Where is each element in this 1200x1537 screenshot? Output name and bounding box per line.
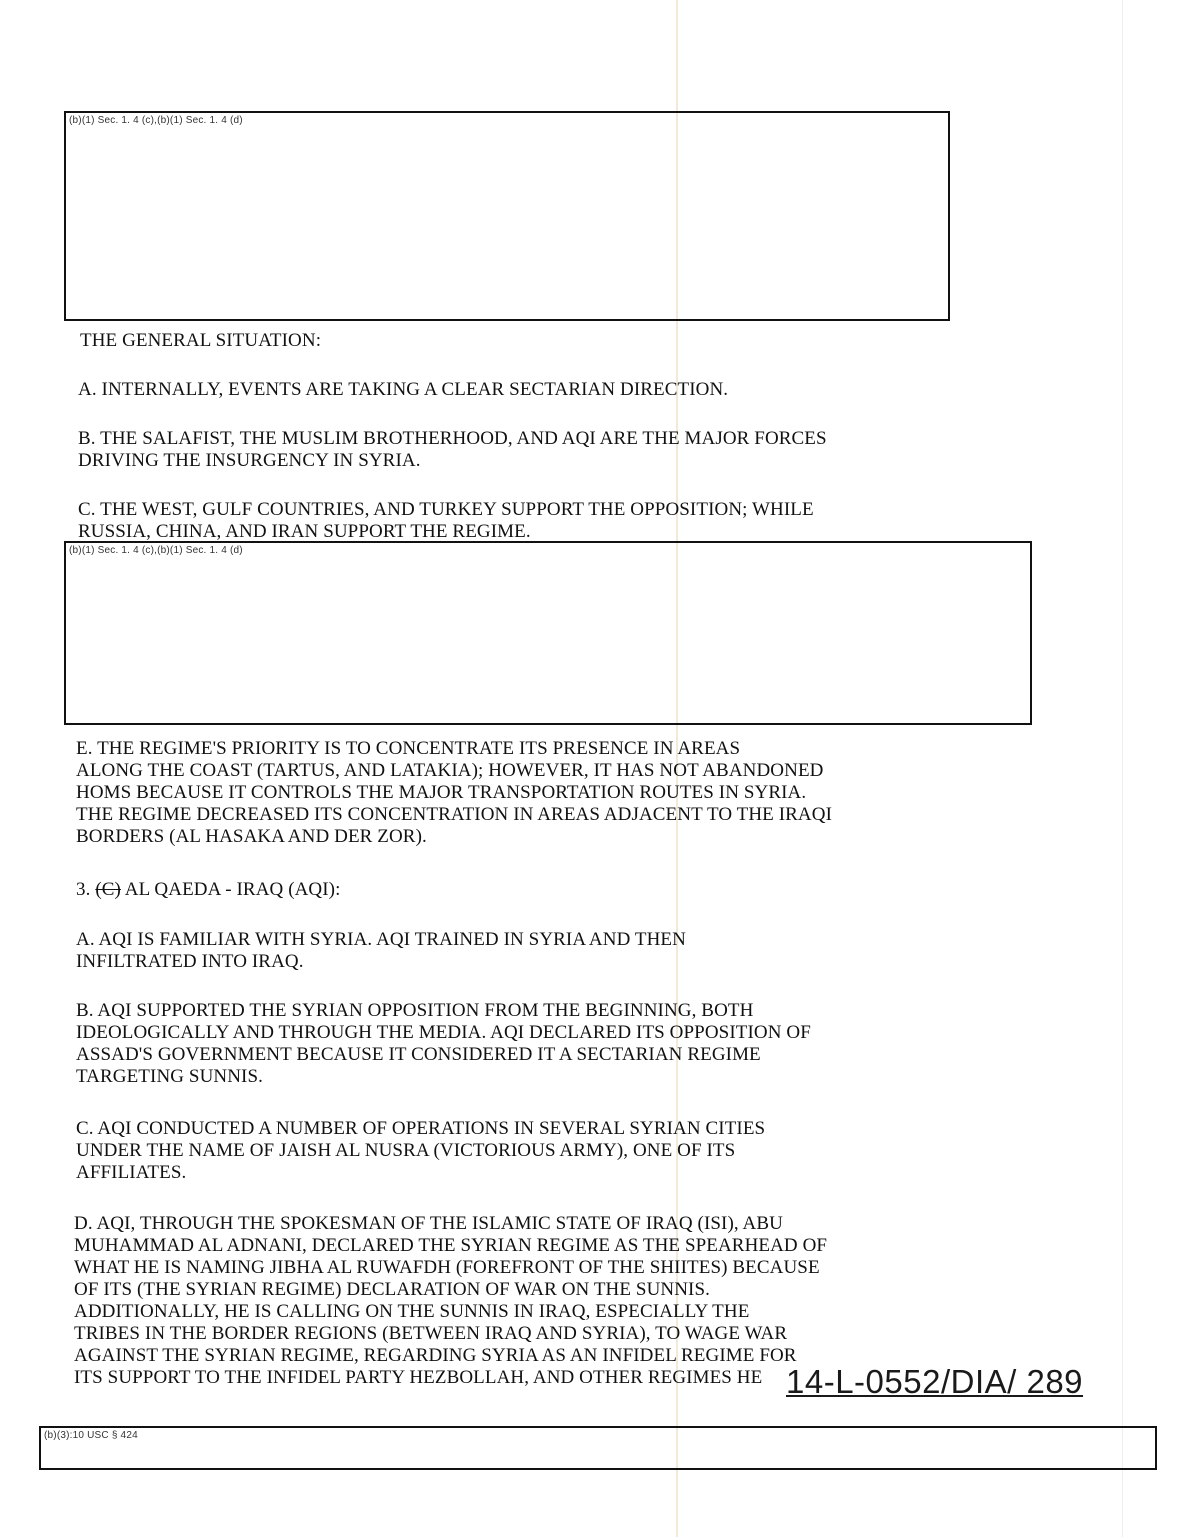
- classification-mark-struck: (C): [95, 879, 121, 900]
- redaction-box-top: [64, 111, 950, 321]
- bates-number: 14-L-0552/DIA/ 289: [786, 1363, 1084, 1400]
- section-3-title: AL QAEDA - IRAQ (AQI):: [120, 879, 341, 900]
- redaction-box-bottom: [39, 1426, 1157, 1470]
- paragraph-3b-supported: B. AQI SUPPORTED THE SYRIAN OPPOSITION FROM THE BEGINNING, BOTH IDEOLOGICALLY AND THROUGH THE MEDIA. AQI DECLARED ITS OPPOSITION OF ASSAD'S GOVERNMENT BECAUSE IT CONSIDERED IT A SECTARIAN REGIME TARGETING SUNNIS.: [76, 1000, 811, 1087]
- paragraph-e-priority: E. THE REGIME'S PRIORITY IS TO CONCENTRATE ITS PRESENCE IN AREAS ALONG THE COAST (TARTUS, AND LATAKIA); HOWEVER, IT HAS NOT ABANDONED HOMS BECAUSE IT CONTROLS THE MAJOR TRANSPORTATION ROUTES IN SYRIA. THE REGIME DECREASED ITS CONCENTRATION IN AREAS ADJACENT TO THE IRAQI BORDERS (AL HASAKA AND DER ZOR).: [76, 738, 832, 847]
- paragraph-3a-familiar: A. AQI IS FAMILIAR WITH SYRIA. AQI TRAINED IN SYRIA AND THEN INFILTRATED INTO IRAQ.: [76, 929, 686, 972]
- section-3-number: 3.: [76, 879, 96, 900]
- paragraph-c-support: C. THE WEST, GULF COUNTRIES, AND TURKEY SUPPORT THE OPPOSITION; WHILE RUSSIA, CHINA, AND IRAN SUPPORT THE REGIME.: [78, 499, 814, 542]
- paragraph-b-forces: B. THE SALAFIST, THE MUSLIM BROTHERHOOD, AND AQI ARE THE MAJOR FORCES DRIVING THE INSURGENCY IN SYRIA.: [78, 428, 827, 471]
- redaction-code-top: (b)(1) Sec. 1. 4 (c),(b)(1) Sec. 1. 4 (d): [69, 115, 243, 126]
- paragraph-3d-spokesman: D. AQI, THROUGH THE SPOKESMAN OF THE ISLAMIC STATE OF IRAQ (ISI), ABU MUHAMMAD AL ADNANI, DECLARED THE SYRIAN REGIME AS THE SPEARHEAD OF WHAT HE IS NAMING JIBHA AL RUWAFDH (FOREFRONT OF THE SHIITES) BECAUSE OF ITS (THE SYRIAN REGIME) DECLARATION OF WAR ON THE SUNNIS. ADDITIONALLY, HE IS CALLING ON THE SUNNIS IN IRAQ, ESPECIALLY THE TRIBES IN THE BORDER REGIONS (BETWEEN IRAQ AND SYRIA), TO WAGE WAR AGAINST THE SYRIAN REGIME, REGARDING SYRIA AS AN INFIDEL REGIME FOR ITS SUPPORT TO THE INFIDEL PARTY HEZBOLLAH, AND OTHER REGIMES HE: [74, 1213, 828, 1388]
- section-3-heading: [76, 879, 341, 901]
- scan-artifact-edge: [1122, 0, 1123, 1537]
- redaction-code-middle: (b)(1) Sec. 1. 4 (c),(b)(1) Sec. 1. 4 (d): [69, 545, 243, 556]
- redaction-box-middle: [64, 541, 1032, 725]
- paragraph-a-internal: A. INTERNALLY, EVENTS ARE TAKING A CLEAR SECTARIAN DIRECTION.: [78, 379, 729, 400]
- heading-general-situation: THE GENERAL SITUATION:: [80, 330, 322, 351]
- paragraph-3c-operations: C. AQI CONDUCTED A NUMBER OF OPERATIONS IN SEVERAL SYRIAN CITIES UNDER THE NAME OF JAISH AL NUSRA (VICTORIOUS ARMY), ONE OF ITS AFFILIATES.: [76, 1118, 766, 1183]
- redaction-code-bottom: (b)(3):10 USC § 424: [44, 1430, 138, 1441]
